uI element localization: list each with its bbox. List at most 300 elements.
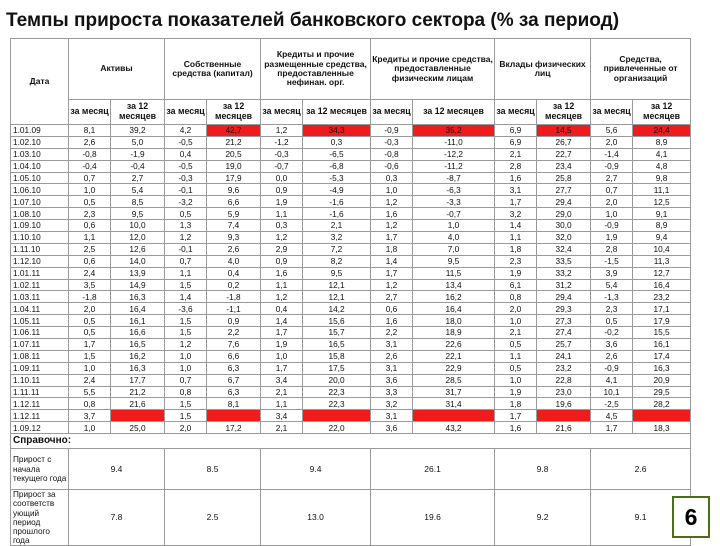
cell-12-months: -11,2 bbox=[413, 160, 495, 172]
row-date: 1.04.10 bbox=[11, 160, 69, 172]
cell-12-months: -0,7 bbox=[413, 208, 495, 220]
cell-12-months: 39,2 bbox=[111, 125, 165, 137]
cell-month: 5,6 bbox=[591, 125, 633, 137]
cell-month: 1,2 bbox=[165, 339, 207, 351]
cell-12-months: 16,5 bbox=[303, 339, 371, 351]
cell-month: 1,8 bbox=[495, 243, 537, 255]
cell-month: 1,9 bbox=[495, 386, 537, 398]
cell-month: -1,4 bbox=[591, 148, 633, 160]
cell-month: 3,1 bbox=[371, 410, 413, 422]
cell-12-months: 12,1 bbox=[303, 279, 371, 291]
cell-month: 0,4 bbox=[165, 148, 207, 160]
row-date: 1.10.11 bbox=[11, 374, 69, 386]
cell-12-months: 31,4 bbox=[413, 398, 495, 410]
cell-12-months bbox=[413, 410, 495, 422]
cell-month: 0,6 bbox=[69, 255, 111, 267]
subheader-12-months: за 12 месяцев bbox=[303, 100, 371, 125]
cell-12-months: 29,3 bbox=[537, 303, 591, 315]
cell-12-months: 29,4 bbox=[537, 196, 591, 208]
cell-month: 1,9 bbox=[261, 196, 303, 208]
subheader-month: за месяц bbox=[495, 100, 537, 125]
cell-12-months: 9,1 bbox=[633, 208, 691, 220]
cell-12-months: -1,6 bbox=[303, 196, 371, 208]
cell-12-months: 16,4 bbox=[633, 279, 691, 291]
cell-month: 2,1 bbox=[261, 422, 303, 434]
cell-month: 1,6 bbox=[371, 208, 413, 220]
cell-12-months: -8,7 bbox=[413, 172, 495, 184]
cell-month: 2,1 bbox=[261, 386, 303, 398]
reference-cell: 13.0 bbox=[261, 490, 371, 546]
cell-month: 1,9 bbox=[591, 232, 633, 244]
banking-growth-table bbox=[10, 38, 691, 546]
cell-12-months: 27,4 bbox=[537, 327, 591, 339]
cell-month: 1,5 bbox=[69, 350, 111, 362]
row-date: 1.07.11 bbox=[11, 339, 69, 351]
cell-month: 0,4 bbox=[261, 303, 303, 315]
reference-cell: 9.8 bbox=[495, 449, 591, 490]
cell-month: 1,1 bbox=[495, 350, 537, 362]
cell-month: 2,0 bbox=[591, 196, 633, 208]
row-date: 1.11.11 bbox=[11, 386, 69, 398]
cell-12-months: 22,8 bbox=[537, 374, 591, 386]
row-date: 1.09.11 bbox=[11, 362, 69, 374]
cell-12-months: 16,3 bbox=[111, 362, 165, 374]
cell-12-months: 5,4 bbox=[111, 184, 165, 196]
header-org-funds: Средства, привлеченные от организаций bbox=[591, 39, 691, 100]
cell-month: 1,4 bbox=[165, 291, 207, 303]
cell-12-months: 29,0 bbox=[537, 208, 591, 220]
cell-12-months: 21,2 bbox=[111, 386, 165, 398]
cell-month: 3,6 bbox=[371, 374, 413, 386]
cell-month: 1,1 bbox=[261, 398, 303, 410]
cell-month: 2,2 bbox=[371, 327, 413, 339]
cell-month: -0,9 bbox=[591, 220, 633, 232]
table-row bbox=[11, 303, 691, 315]
cell-12-months: 18,3 bbox=[633, 422, 691, 434]
cell-12-months: 12,1 bbox=[303, 291, 371, 303]
page-number: 6 bbox=[672, 496, 710, 538]
cell-month: 0,0 bbox=[261, 172, 303, 184]
cell-12-months: 14,0 bbox=[111, 255, 165, 267]
cell-12-months: 32,0 bbox=[537, 232, 591, 244]
header-assets: Активы bbox=[69, 39, 165, 100]
row-date: 1.02.11 bbox=[11, 279, 69, 291]
cell-month: 1,7 bbox=[261, 327, 303, 339]
cell-12-months: 15,8 bbox=[303, 350, 371, 362]
cell-month: 1,4 bbox=[495, 220, 537, 232]
cell-12-months: 20,5 bbox=[207, 148, 261, 160]
cell-12-months: 16,4 bbox=[111, 303, 165, 315]
row-date: 1.06.11 bbox=[11, 327, 69, 339]
cell-month: 2,4 bbox=[69, 374, 111, 386]
cell-12-months: 7,6 bbox=[207, 339, 261, 351]
row-date: 1.12.11 bbox=[11, 410, 69, 422]
row-date: 1.09.10 bbox=[11, 220, 69, 232]
cell-month: -2,5 bbox=[591, 398, 633, 410]
cell-12-months: 0,4 bbox=[207, 267, 261, 279]
cell-12-months: 6,3 bbox=[207, 386, 261, 398]
cell-12-months: 22,3 bbox=[303, 398, 371, 410]
cell-12-months bbox=[207, 410, 261, 422]
cell-12-months: 42,7 bbox=[207, 125, 261, 137]
cell-month: 3,7 bbox=[69, 410, 111, 422]
cell-month: -1,5 bbox=[591, 255, 633, 267]
cell-12-months: 8,9 bbox=[633, 220, 691, 232]
cell-month: 1,7 bbox=[371, 267, 413, 279]
cell-month: 3,4 bbox=[261, 410, 303, 422]
cell-12-months: 4,1 bbox=[633, 148, 691, 160]
cell-12-months: 31,7 bbox=[413, 386, 495, 398]
cell-12-months: 24,4 bbox=[633, 125, 691, 137]
table-row bbox=[11, 350, 691, 362]
table-row bbox=[11, 148, 691, 160]
cell-12-months: 29,4 bbox=[537, 291, 591, 303]
cell-month: 2,5 bbox=[69, 243, 111, 255]
table-body bbox=[11, 125, 691, 434]
cell-12-months: -12,2 bbox=[413, 148, 495, 160]
cell-month: 5,4 bbox=[591, 279, 633, 291]
cell-12-months: 23,2 bbox=[537, 362, 591, 374]
cell-12-months: 22,0 bbox=[303, 422, 371, 434]
cell-month: 2,8 bbox=[591, 243, 633, 255]
cell-month: 1,8 bbox=[371, 243, 413, 255]
page-title: Темпы прироста показателей банковского сектора (% за период) bbox=[6, 10, 620, 31]
cell-month: 1,6 bbox=[261, 267, 303, 279]
cell-12-months: 34,3 bbox=[303, 125, 371, 137]
cell-12-months: 22,9 bbox=[413, 362, 495, 374]
cell-12-months: -6,3 bbox=[413, 184, 495, 196]
cell-month: 1,2 bbox=[261, 291, 303, 303]
header-deposits: Вклады физических лиц bbox=[495, 39, 591, 100]
subheader-12-months: за 12 месяцев bbox=[633, 100, 691, 125]
cell-12-months: -1,8 bbox=[207, 291, 261, 303]
cell-month: 3,1 bbox=[371, 362, 413, 374]
cell-12-months: 12,5 bbox=[633, 196, 691, 208]
cell-12-months: 7,2 bbox=[303, 243, 371, 255]
cell-month: 1,6 bbox=[371, 315, 413, 327]
reference-cell: 2.5 bbox=[165, 490, 261, 546]
cell-month: -0,5 bbox=[165, 160, 207, 172]
cell-12-months: 18,0 bbox=[413, 315, 495, 327]
cell-month: 2,3 bbox=[591, 303, 633, 315]
cell-12-months: 9,6 bbox=[207, 184, 261, 196]
row-date: 1.08.10 bbox=[11, 208, 69, 220]
cell-month: 1,6 bbox=[495, 422, 537, 434]
cell-month: -0,9 bbox=[591, 160, 633, 172]
table-row bbox=[11, 339, 691, 351]
row-date: 1.05.10 bbox=[11, 172, 69, 184]
cell-month: 1,2 bbox=[165, 232, 207, 244]
table-row bbox=[11, 374, 691, 386]
table-row bbox=[11, 196, 691, 208]
cell-month: 6,9 bbox=[495, 136, 537, 148]
cell-month: 1,4 bbox=[261, 315, 303, 327]
reference-cell: 19.6 bbox=[371, 490, 495, 546]
cell-12-months: 26,7 bbox=[537, 136, 591, 148]
cell-12-months: 35,2 bbox=[413, 125, 495, 137]
cell-12-months: -5,3 bbox=[303, 172, 371, 184]
cell-12-months: 13,9 bbox=[111, 267, 165, 279]
cell-12-months: 9,4 bbox=[633, 232, 691, 244]
cell-month: 2,3 bbox=[495, 255, 537, 267]
cell-month: 3,9 bbox=[591, 267, 633, 279]
reference-cell: 9.4 bbox=[261, 449, 371, 490]
cell-month: 3,2 bbox=[495, 208, 537, 220]
table-row bbox=[11, 410, 691, 422]
cell-12-months: -6,5 bbox=[303, 148, 371, 160]
cell-12-months: 12,6 bbox=[111, 243, 165, 255]
cell-month: 1,9 bbox=[261, 339, 303, 351]
cell-12-months: 9,3 bbox=[207, 232, 261, 244]
cell-12-months bbox=[633, 410, 691, 422]
cell-12-months: 0,2 bbox=[207, 279, 261, 291]
cell-12-months: 13,4 bbox=[413, 279, 495, 291]
cell-month: 1,7 bbox=[69, 339, 111, 351]
cell-month: 0,8 bbox=[495, 291, 537, 303]
cell-12-months: 2,7 bbox=[111, 172, 165, 184]
cell-12-months: 29,5 bbox=[633, 386, 691, 398]
cell-12-months: 14,9 bbox=[111, 279, 165, 291]
cell-12-months bbox=[111, 410, 165, 422]
cell-12-months: -1,9 bbox=[111, 148, 165, 160]
cell-month: 1,8 bbox=[495, 398, 537, 410]
cell-12-months: 17,9 bbox=[207, 172, 261, 184]
cell-month: 1,0 bbox=[69, 184, 111, 196]
cell-month: 2,1 bbox=[495, 148, 537, 160]
cell-month: 1,1 bbox=[69, 232, 111, 244]
cell-12-months: 33,2 bbox=[537, 267, 591, 279]
reference-cell: 2.6 bbox=[591, 449, 691, 490]
cell-month: 1,2 bbox=[371, 279, 413, 291]
cell-month: 1,0 bbox=[495, 374, 537, 386]
cell-month: 2,0 bbox=[69, 303, 111, 315]
cell-12-months: 11,3 bbox=[633, 255, 691, 267]
table-row bbox=[11, 220, 691, 232]
subheader-month: за месяц bbox=[261, 100, 303, 125]
cell-12-months: 24,1 bbox=[537, 350, 591, 362]
cell-12-months: 28,5 bbox=[413, 374, 495, 386]
cell-month: 0,7 bbox=[165, 255, 207, 267]
table-row bbox=[11, 386, 691, 398]
cell-12-months: 28,2 bbox=[633, 398, 691, 410]
cell-12-months: 17,4 bbox=[633, 350, 691, 362]
cell-12-months: 15,7 bbox=[303, 327, 371, 339]
cell-12-months: -0,4 bbox=[111, 160, 165, 172]
row-date: 1.10.10 bbox=[11, 232, 69, 244]
cell-month: 1,0 bbox=[165, 362, 207, 374]
cell-12-months: 7,4 bbox=[207, 220, 261, 232]
cell-month: 0,5 bbox=[591, 315, 633, 327]
cell-12-months: 9,5 bbox=[413, 255, 495, 267]
row-date: 1.07.10 bbox=[11, 196, 69, 208]
cell-12-months: 2,2 bbox=[207, 327, 261, 339]
cell-12-months: 15,6 bbox=[303, 315, 371, 327]
cell-12-months: 16,2 bbox=[413, 291, 495, 303]
cell-12-months: 16,3 bbox=[111, 291, 165, 303]
cell-12-months: 23,4 bbox=[537, 160, 591, 172]
cell-12-months bbox=[537, 410, 591, 422]
cell-month: 0,5 bbox=[69, 315, 111, 327]
cell-month: 1,0 bbox=[371, 184, 413, 196]
cell-month: 0,5 bbox=[495, 339, 537, 351]
cell-month: 1,5 bbox=[165, 327, 207, 339]
cell-month: 0,7 bbox=[591, 184, 633, 196]
cell-month: 1,0 bbox=[69, 422, 111, 434]
cell-month: -0,1 bbox=[165, 243, 207, 255]
cell-12-months: 9,5 bbox=[303, 267, 371, 279]
header-date: Дата bbox=[11, 39, 69, 125]
cell-month: 1,3 bbox=[165, 220, 207, 232]
cell-12-months: 6,6 bbox=[207, 350, 261, 362]
cell-12-months: 19,6 bbox=[537, 398, 591, 410]
cell-month: -3,2 bbox=[165, 196, 207, 208]
cell-month: 1,7 bbox=[495, 410, 537, 422]
table-row bbox=[11, 208, 691, 220]
cell-month: 3,6 bbox=[591, 339, 633, 351]
cell-12-months: 7,0 bbox=[413, 243, 495, 255]
cell-12-months: 5,0 bbox=[111, 136, 165, 148]
cell-12-months: 30,0 bbox=[537, 220, 591, 232]
subheader-month: за месяц bbox=[371, 100, 413, 125]
cell-12-months: 14,2 bbox=[303, 303, 371, 315]
cell-month: 3,4 bbox=[261, 374, 303, 386]
cell-12-months: 23,0 bbox=[537, 386, 591, 398]
cell-month: 2,0 bbox=[495, 303, 537, 315]
cell-month: 4,1 bbox=[591, 374, 633, 386]
table-row bbox=[11, 315, 691, 327]
cell-month: -0,7 bbox=[261, 160, 303, 172]
cell-12-months: 6,7 bbox=[207, 374, 261, 386]
reference-cell: 7.8 bbox=[69, 490, 165, 546]
cell-12-months: 21,2 bbox=[207, 136, 261, 148]
cell-month: 2,7 bbox=[371, 291, 413, 303]
subheader-12-months: за 12 месяцев bbox=[111, 100, 165, 125]
cell-month: -0,8 bbox=[69, 148, 111, 160]
cell-12-months: 18,9 bbox=[413, 327, 495, 339]
cell-month: 1,2 bbox=[371, 196, 413, 208]
cell-12-months: 16,1 bbox=[111, 315, 165, 327]
header-capital: Собственные средства (капитал) bbox=[165, 39, 261, 100]
cell-month: -1,2 bbox=[261, 136, 303, 148]
cell-12-months: 0,3 bbox=[303, 136, 371, 148]
subheader-month: за месяц bbox=[165, 100, 207, 125]
cell-12-months: 25,7 bbox=[537, 339, 591, 351]
cell-month: 0,9 bbox=[261, 184, 303, 196]
cell-month: 1,5 bbox=[165, 398, 207, 410]
cell-month: 1,7 bbox=[371, 232, 413, 244]
cell-month: -0,9 bbox=[591, 362, 633, 374]
cell-month: 4,5 bbox=[591, 410, 633, 422]
cell-month: -0,1 bbox=[165, 184, 207, 196]
cell-12-months: 4,0 bbox=[413, 232, 495, 244]
cell-month: 1,1 bbox=[495, 232, 537, 244]
cell-month: 3,2 bbox=[371, 398, 413, 410]
cell-month: 0,9 bbox=[261, 255, 303, 267]
cell-12-months: 10,0 bbox=[111, 220, 165, 232]
cell-month: 1,7 bbox=[261, 362, 303, 374]
row-date: 1.02.10 bbox=[11, 136, 69, 148]
table-row bbox=[11, 243, 691, 255]
cell-month: 0,3 bbox=[261, 220, 303, 232]
cell-month: 2,0 bbox=[165, 422, 207, 434]
cell-12-months: 20,9 bbox=[633, 374, 691, 386]
cell-12-months: 22,7 bbox=[537, 148, 591, 160]
cell-12-months: 21,6 bbox=[537, 422, 591, 434]
cell-12-months: 0,9 bbox=[207, 315, 261, 327]
reference-cell: 8.5 bbox=[165, 449, 261, 490]
header-retail-loans: Кредиты и прочие средства, предоставленные физическим лицам bbox=[371, 39, 495, 100]
cell-month: 2,8 bbox=[495, 160, 537, 172]
cell-month: -1,3 bbox=[591, 291, 633, 303]
cell-12-months: 6,6 bbox=[207, 196, 261, 208]
table-row bbox=[11, 160, 691, 172]
cell-month: 1,4 bbox=[371, 255, 413, 267]
cell-month: 0,5 bbox=[69, 327, 111, 339]
subheader-12-months: за 12 месяцев bbox=[207, 100, 261, 125]
cell-month: 0,7 bbox=[165, 374, 207, 386]
cell-month: 1,1 bbox=[165, 267, 207, 279]
cell-12-months: 10,4 bbox=[633, 243, 691, 255]
cell-12-months: 20,0 bbox=[303, 374, 371, 386]
cell-month: 2,9 bbox=[261, 243, 303, 255]
cell-12-months: 32,4 bbox=[537, 243, 591, 255]
cell-month: 10,1 bbox=[591, 386, 633, 398]
cell-month: 2,6 bbox=[591, 350, 633, 362]
cell-12-months: 15,5 bbox=[633, 327, 691, 339]
cell-month: 6,1 bbox=[495, 279, 537, 291]
cell-12-months: 27,7 bbox=[537, 184, 591, 196]
cell-12-months: 8,5 bbox=[111, 196, 165, 208]
table-row bbox=[11, 267, 691, 279]
row-date: 1.04.11 bbox=[11, 303, 69, 315]
cell-12-months: 16,4 bbox=[413, 303, 495, 315]
cell-12-months: -11,0 bbox=[413, 136, 495, 148]
reference-cell: 9.2 bbox=[495, 490, 591, 546]
table-row bbox=[11, 422, 691, 434]
cell-12-months: -1,6 bbox=[303, 208, 371, 220]
cell-month: 1,1 bbox=[261, 279, 303, 291]
table-row bbox=[11, 255, 691, 267]
cell-month: 1,2 bbox=[261, 125, 303, 137]
cell-month: 0,5 bbox=[495, 362, 537, 374]
cell-12-months: 5,9 bbox=[207, 208, 261, 220]
cell-month: 2,6 bbox=[371, 350, 413, 362]
cell-month: 5,5 bbox=[69, 386, 111, 398]
reference-row-label: Прирост с начала текущего года bbox=[11, 449, 69, 490]
cell-month: -0,5 bbox=[165, 136, 207, 148]
reference-cell: 9.1 bbox=[591, 490, 691, 546]
cell-12-months: 16,3 bbox=[633, 362, 691, 374]
cell-month: 0,5 bbox=[69, 196, 111, 208]
cell-month: -0,3 bbox=[371, 136, 413, 148]
cell-month: 2,7 bbox=[591, 172, 633, 184]
cell-12-months: 16,2 bbox=[111, 350, 165, 362]
reference-cell: 26.1 bbox=[371, 449, 495, 490]
row-date: 1.03.11 bbox=[11, 291, 69, 303]
cell-month: 1,6 bbox=[495, 172, 537, 184]
table-row bbox=[11, 125, 691, 137]
cell-12-months: 9,5 bbox=[111, 208, 165, 220]
cell-12-months: 33,5 bbox=[537, 255, 591, 267]
cell-month: 0,6 bbox=[69, 220, 111, 232]
cell-month: -0,9 bbox=[371, 125, 413, 137]
cell-month: 3,1 bbox=[371, 339, 413, 351]
cell-month: 2,6 bbox=[69, 136, 111, 148]
table-row bbox=[11, 279, 691, 291]
cell-12-months: 17,5 bbox=[303, 362, 371, 374]
row-date: 1.01.09 bbox=[11, 125, 69, 137]
cell-12-months: 17,7 bbox=[111, 374, 165, 386]
